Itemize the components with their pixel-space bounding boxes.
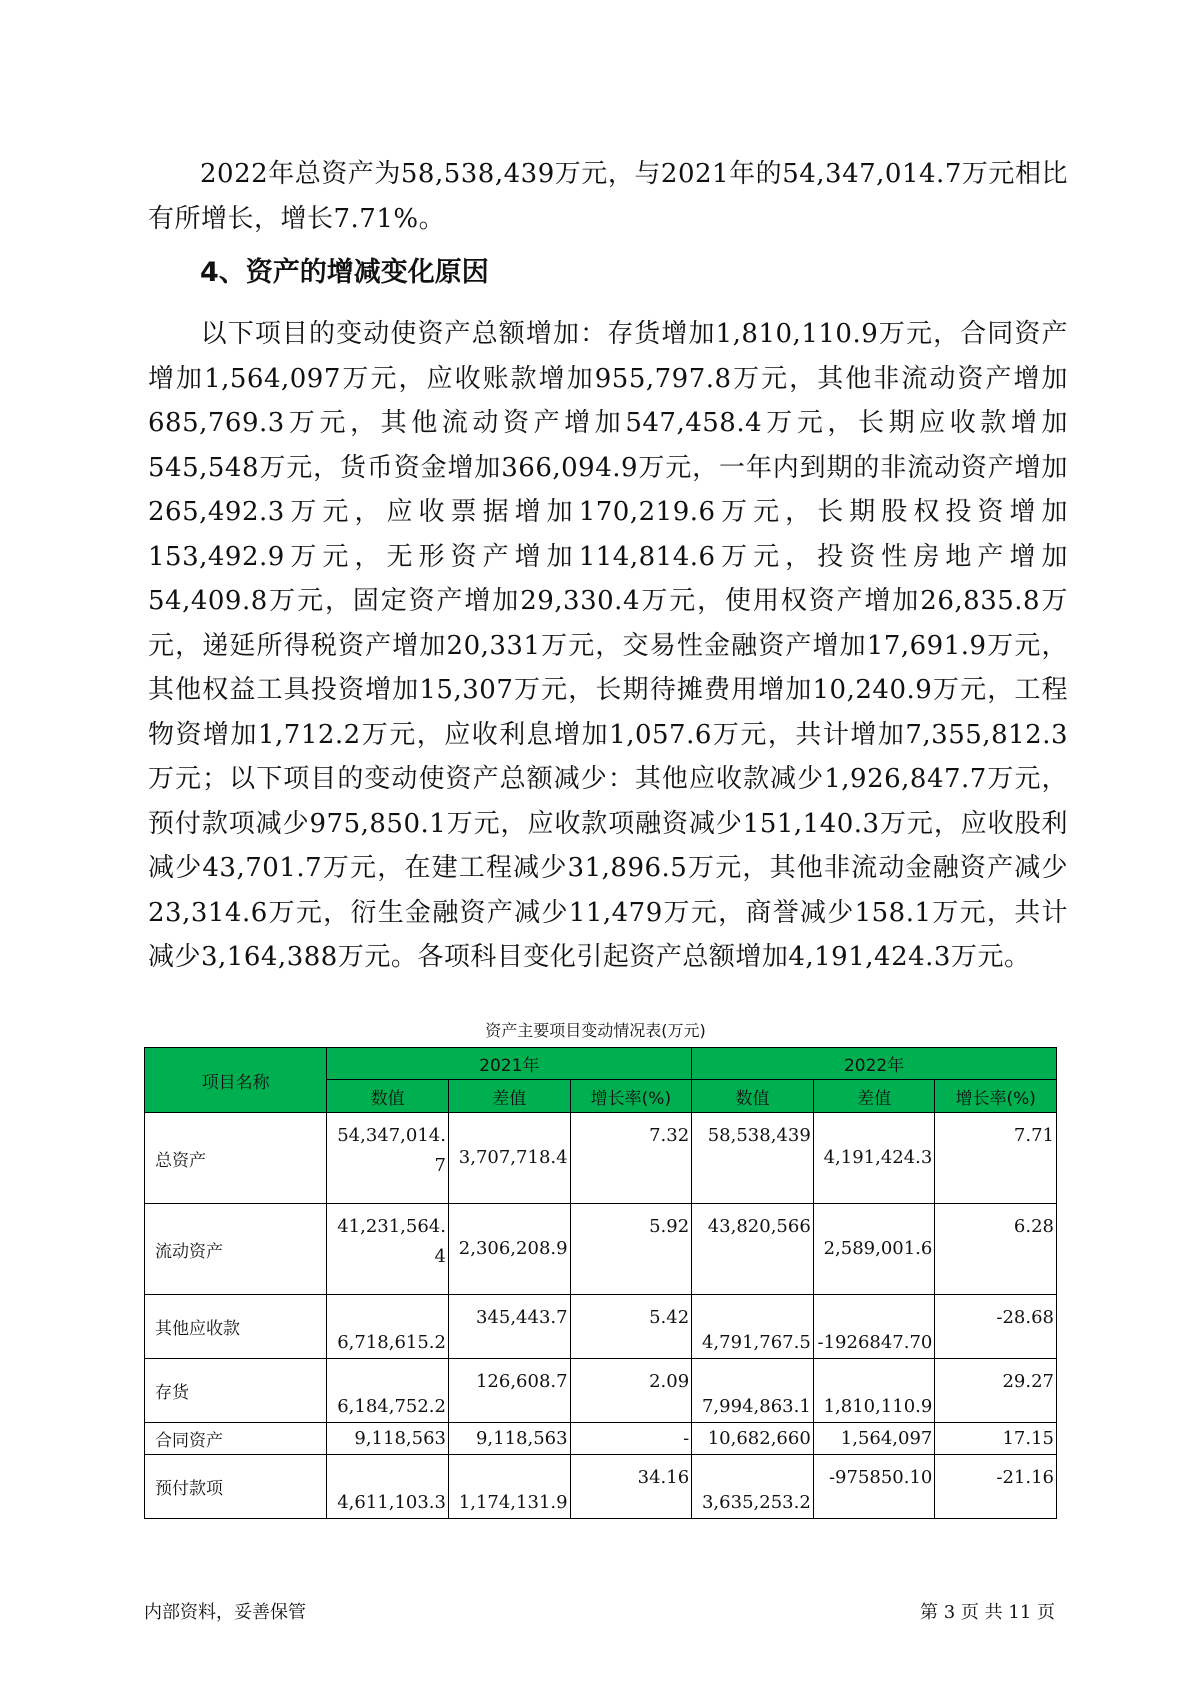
cell-growth-2021: 5.42 [570, 1295, 692, 1359]
header-growth-2022: 增长率(%) [935, 1080, 1057, 1113]
cell-value-2022: 7,994,863.1 [692, 1359, 814, 1423]
cell-value-2021: 9,118,563 [327, 1423, 449, 1455]
cell-growth-2022: 7.71 [935, 1113, 1057, 1204]
header-year-2021: 2021年 [327, 1048, 692, 1080]
cell-value-2022: 43,820,566 [692, 1204, 814, 1295]
header-diff-2022: 差值 [813, 1080, 935, 1113]
cell-growth-2022: -28.68 [935, 1295, 1057, 1359]
cell-growth-2022: 29.27 [935, 1359, 1057, 1423]
section-heading: 4、资产的增减变化原因 [200, 257, 489, 288]
table-row [145, 1113, 1057, 1204]
cell-value-2022: 58,538,439 [692, 1113, 814, 1204]
cell-growth-2021: 2.09 [570, 1359, 692, 1423]
cell-diff-2022: 1,564,097 [813, 1423, 935, 1455]
table-row [145, 1204, 1057, 1295]
table-row [145, 1359, 1057, 1423]
cell-value-2021: 4,611,103.3 [327, 1455, 449, 1519]
summary-paragraph-text: 2022年总资产为58,538,439万元，与2021年的54,347,014.7万元相比有所增长，增长7.71%。 [148, 159, 1068, 234]
change-reasons-paragraph [148, 312, 1068, 980]
cell-growth-2022: 17.15 [935, 1423, 1057, 1455]
header-value-2022: 数值 [692, 1080, 814, 1113]
cell-diff-2021: 345,443.7 [448, 1295, 570, 1359]
row-name: 流动资产 [145, 1204, 327, 1295]
row-name: 合同资产 [145, 1423, 327, 1455]
header-item-name: 项目名称 [145, 1048, 327, 1113]
cell-growth-2021: 5.92 [570, 1204, 692, 1295]
header-growth-2021: 增长率(%) [570, 1080, 692, 1113]
table-row [145, 1295, 1057, 1359]
cell-diff-2022: -1926847.70 [813, 1295, 935, 1359]
cell-value-2022: 4,791,767.5 [692, 1295, 814, 1359]
header-diff-2021: 差值 [448, 1080, 570, 1113]
header-year-2022: 2022年 [692, 1048, 1057, 1080]
footer-page-number: 第 3 页 共 11 页 [920, 1602, 1055, 1623]
cell-diff-2022: 1,810,110.9 [813, 1359, 935, 1423]
cell-value-2021: 54,347,014.7 [327, 1113, 449, 1204]
row-name: 总资产 [145, 1113, 327, 1204]
cell-growth-2021: 34.16 [570, 1455, 692, 1519]
row-name: 其他应收款 [145, 1295, 327, 1359]
cell-value-2021: 6,184,752.2 [327, 1359, 449, 1423]
cell-diff-2021: 126,608.7 [448, 1359, 570, 1423]
header-value-2021: 数值 [327, 1080, 449, 1113]
cell-growth-2022: 6.28 [935, 1204, 1057, 1295]
table-header-row-years [145, 1048, 1057, 1080]
row-name: 预付款项 [145, 1455, 327, 1519]
asset-change-table [144, 1047, 1057, 1519]
cell-growth-2021: 7.32 [570, 1113, 692, 1204]
table-row [145, 1455, 1057, 1519]
cell-value-2022: 3,635,253.2 [692, 1455, 814, 1519]
row-name: 存货 [145, 1359, 327, 1423]
cell-diff-2022: 2,589,001.6 [813, 1204, 935, 1295]
cell-diff-2021: 9,118,563 [448, 1423, 570, 1455]
change-reasons-paragraph-text: 以下项目的变动使资产总额增加：存货增加1,810,110.9万元，合同资产增加1,564,097万元，应收账款增加955,797.8万元，其他非流动资产增加685,769.3万元，其他流动资产增加547,458.4万元，长期应收款增加545,548万元，货币资金增加366,094.9万元，一年内到期的非流动资产增加265,492.3万元，应收票据增加170,219.6万元，长期股权投资增加153,492.9万元，无形资产增加114,814.6万元，投资性房地产增加54,409.8万元，固定资产增加29,330.4万元，使用权资产增加26,835.8万元，递延所得税资产增加20,331万元，交易性金融资产增加17,691.9万元，其他权益工具投资增加15,307万元，长期待摊费用增加10,240.9万元，工程物资增加1,712.2万元，应收利息增加1,057.6万元，共计增加7,355,812.3万元；以下项目的变动使资产总额减少：其他应收款减少1,926,847.7万元，预付款项减少975,850.1万元，应收款项融资减少151,140.3万元，应收股利减少43,701.7万元，在建工程减少31,896.5万元，其他非流动金融资产减少23,314.6万元，衍生金融资产减少11,479万元，商誉减少158.1万元，共计减少3,164,388万元。各项科目变化引起资产总额增加4,191,424.3万元。 [148, 319, 1068, 972]
cell-value-2021: 41,231,564.4 [327, 1204, 449, 1295]
summary-paragraph [148, 152, 1068, 241]
table-caption: 资产主要项目变动情况表(万元) [485, 1021, 706, 1040]
cell-value-2022: 10,682,660 [692, 1423, 814, 1455]
cell-growth-2021: - [570, 1423, 692, 1455]
cell-diff-2021: 2,306,208.9 [448, 1204, 570, 1295]
cell-value-2021: 6,718,615.2 [327, 1295, 449, 1359]
table-row [145, 1423, 1057, 1455]
footer-confidential-note: 内部资料，妥善保管 [144, 1602, 306, 1623]
cell-diff-2021: 3,707,718.4 [448, 1113, 570, 1204]
cell-diff-2022: -975850.10 [813, 1455, 935, 1519]
cell-diff-2021: 1,174,131.9 [448, 1455, 570, 1519]
cell-growth-2022: -21.16 [935, 1455, 1057, 1519]
cell-diff-2022: 4,191,424.3 [813, 1113, 935, 1204]
